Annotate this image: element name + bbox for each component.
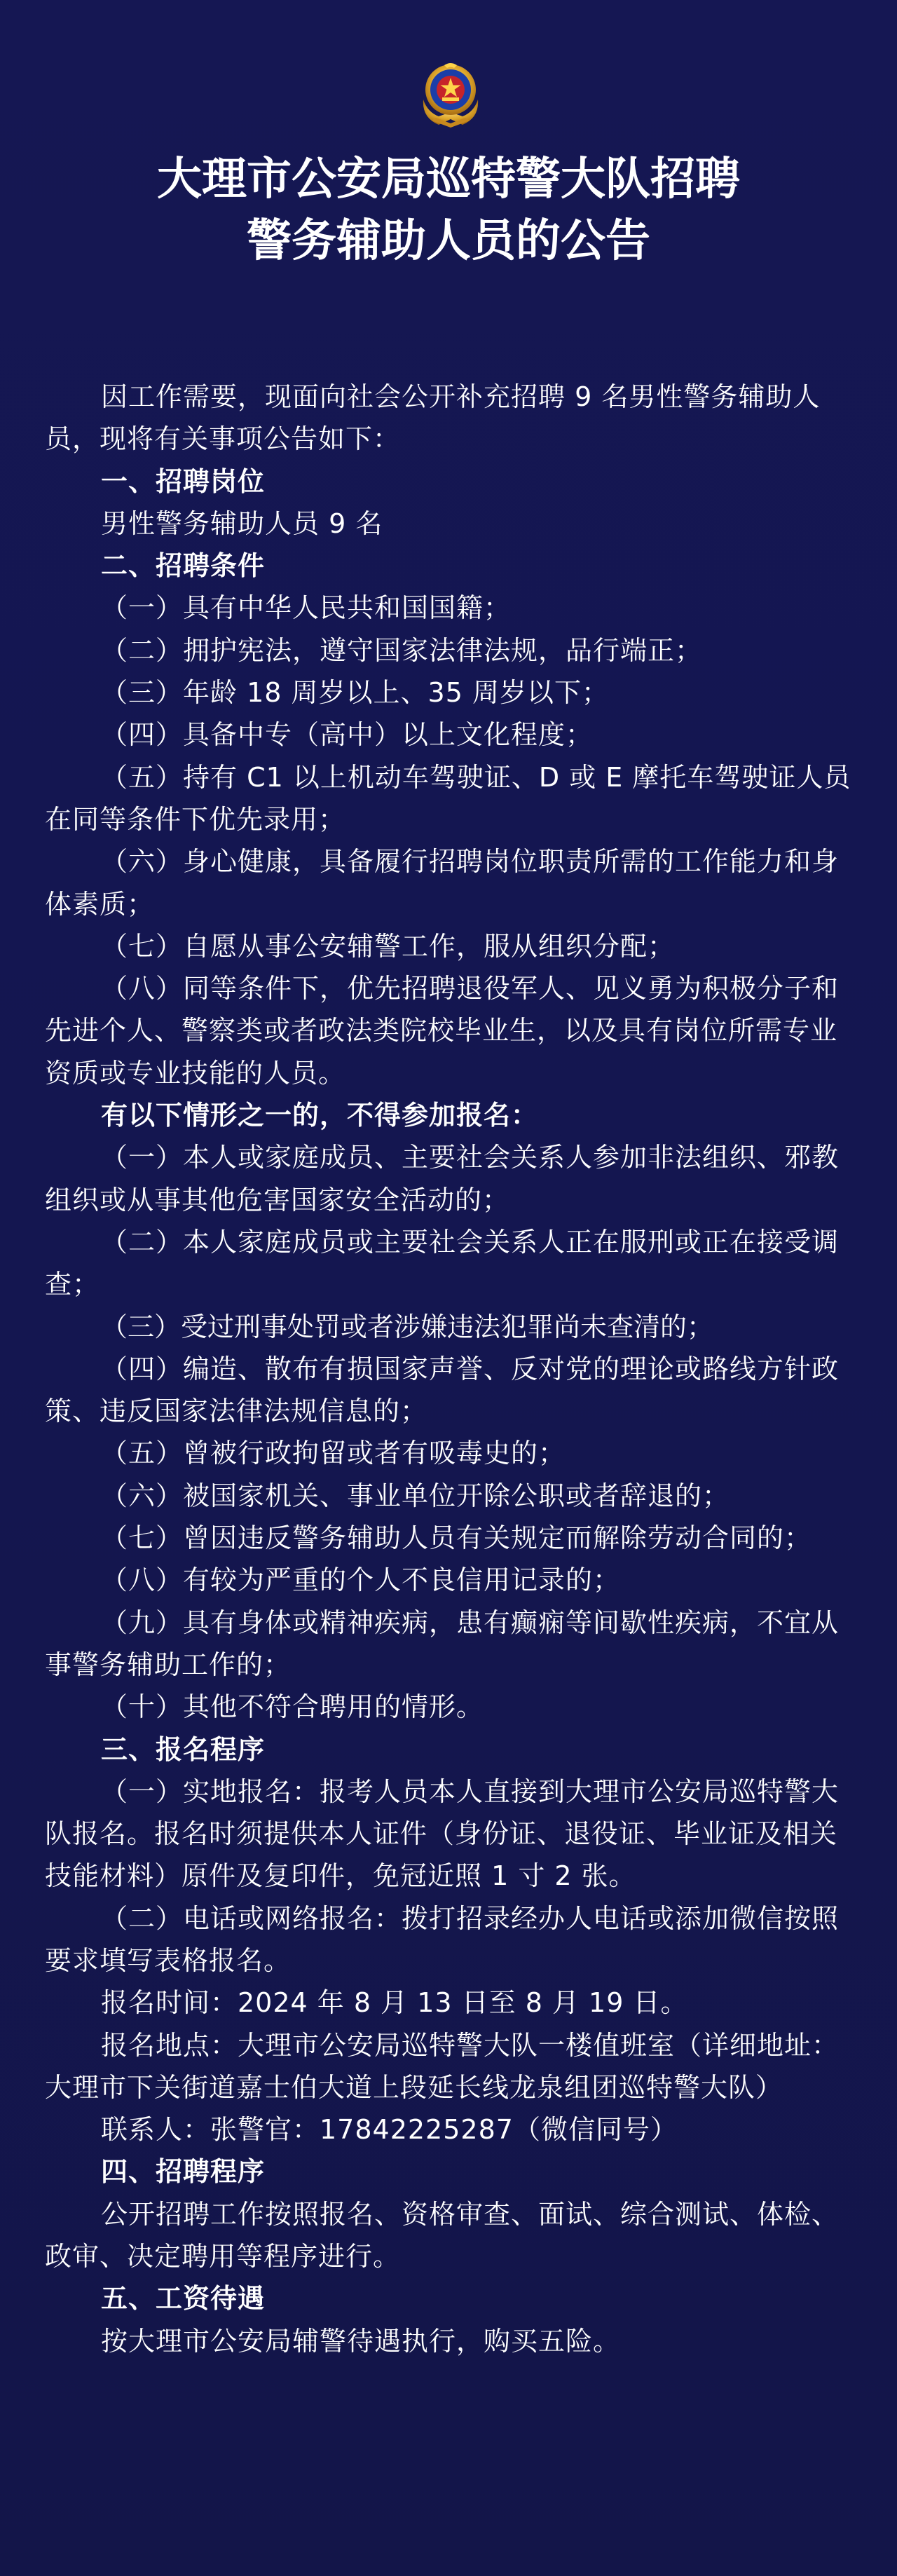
paragraph: （十）其他不符合聘用的情形。 — [101, 1691, 484, 1723]
paragraph: （二）电话或网络报名：拨打招录经办人电话或添加微信按照要求填写表格报名。 — [45, 1902, 840, 1976]
paragraph: （七）自愿从事公安辅警工作，服从组织分配； — [101, 930, 676, 962]
section-heading: 二、招聘条件 — [101, 550, 266, 582]
paragraph: （四）具备中专（高中）以上文化程度； — [101, 719, 594, 751]
paragraph: （五）持有 C1 以上机动车驾驶证、D 或 E 摩托车驾驶证人员在同等条件下优先录用； — [45, 761, 851, 835]
paragraph: 公开招聘工作按照报名、资格审查、面试、综合测试、体检、政审、决定聘用等程序进行。 — [45, 2198, 840, 2272]
paragraph: （六）被国家机关、事业单位开除公职或者辞退的； — [101, 1480, 730, 1511]
page-title-line-1: 大理市公安局巡特警大队招聘 — [157, 153, 740, 205]
paragraph: 男性警务辅助人员 9 名 — [101, 507, 383, 539]
paragraph: （二）本人家庭成员或主要社会关系人正在服刑或正在接受调查； — [45, 1226, 840, 1300]
paragraph: （八）有较为严重的个人不良信用记录的； — [101, 1565, 621, 1596]
section-heading: 有以下情形之一的，不得参加报名： — [101, 1100, 539, 1131]
section-heading: 四、招聘程序 — [101, 2156, 266, 2188]
paragraph: （三）年龄 18 周岁以上、35 周岁以下； — [101, 677, 609, 709]
notice-body — [45, 376, 858, 2362]
paragraph: （四）编造、散布有损国家声誉、反对党的理论或路线方针政策、违反国家法律法规信息的； — [45, 1353, 840, 1427]
paragraph: 报名时间：2024 年 8 月 13 日至 8 月 19 日。 — [101, 1987, 688, 2019]
section-heading: 一、招聘岗位 — [101, 465, 266, 497]
page-title-line-2: 警务辅助人员的公告 — [247, 214, 650, 267]
section-heading: 三、报名程序 — [101, 1733, 266, 1765]
paragraph: （七）曾因违反警务辅助人员有关规定而解除劳动合同的； — [101, 1522, 812, 1554]
paragraph: （六）身心健康，具备履行招聘岗位职责所需的工作能力和身体素质； — [45, 846, 840, 920]
paragraph: （三）受过刑事处罚或者涉嫌违法犯罪尚未查清的； — [101, 1311, 714, 1342]
paragraph: 因工作需要，现面向社会公开补充招聘 9 名男性警务辅助人员，现将有关事项公告如下： — [45, 381, 821, 455]
paragraph: （五）曾被行政拘留或者有吸毒史的； — [101, 1438, 566, 1469]
paragraph: 按大理市公安局辅警待遇执行，购买五险。 — [101, 2325, 621, 2357]
section-heading: 五、工资待遇 — [101, 2283, 266, 2315]
paragraph: （八）同等条件下，优先招聘退役军人、见义勇为积极分子和先进个人、警察类或者政法类院校毕业生，以及具有岗位所需专业资质或专业技能的人员。 — [45, 973, 840, 1089]
paragraph: （九）具有身体或精神疾病，患有癫痫等间歇性疾病，不宜从事警务辅助工作的； — [45, 1607, 840, 1680]
paragraph: 报名地点：大理市公安局巡特警大队一楼值班室（详细地址：大理市下关街道嘉士伯大道上段延长线龙泉组团巡特警大队） — [45, 2029, 840, 2103]
paragraph: （一）实地报名：报考人员本人直接到大理市公安局巡特警大队报名。报名时须提供本人证件（身份证、退役证、毕业证及相关技能材料）原件及复印件，免冠近照 1 寸 2 张。 — [45, 1776, 840, 1892]
police-emblem-icon — [418, 59, 484, 129]
paragraph: （一）具有中华人民共和国国籍； — [101, 592, 512, 624]
paragraph: （二）拥护宪法，遵守国家法律法规，品行端正； — [101, 634, 703, 666]
paragraph: （一）本人或家庭成员、主要社会关系人参加非法组织、邪教组织或从事其他危害国家安全活动的； — [45, 1142, 840, 1215]
paragraph: 联系人：张警官：17842225287（微信同号） — [101, 2114, 678, 2146]
